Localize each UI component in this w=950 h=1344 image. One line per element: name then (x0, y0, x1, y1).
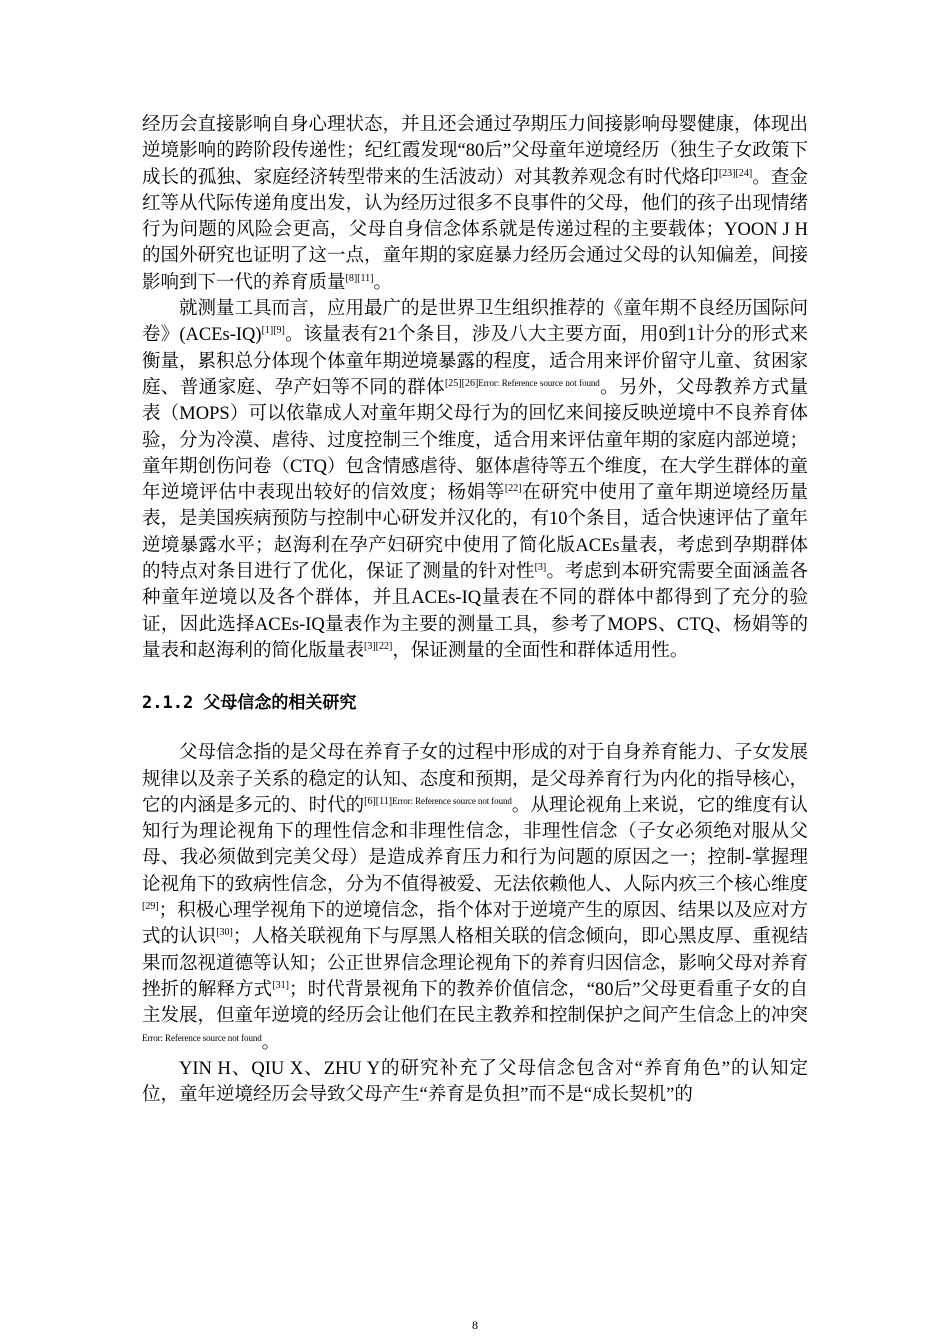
body-paragraph (142, 1056, 808, 1109)
paragraph-text: 。 (373, 272, 392, 293)
paragraph-text: 。 (261, 1032, 281, 1053)
reference-error-superscript: Error: Reference source not found (392, 795, 512, 806)
body-paragraph (142, 112, 808, 296)
paragraph-text: ；人格关联视角下与厚黑人格相关联的信念倾向，即心黑皮厚、重视结果而忽视道德等认知；公正世界信念理论视角下的养育归因信念，影响父母对养育挫折的解释方式 (142, 927, 809, 1000)
citation-superscript: [30] (216, 927, 233, 939)
body-paragraph (142, 740, 808, 1056)
paragraph-text: 父母信念指的是父母在养育子女的过程中形成的对于自身养育能力、子女发展规律以及亲子关系的稳定的认知、态度和预期，是父母养育行为内化的指导核心，它的内涵是多元的、时代的 (142, 743, 809, 816)
citation-superscript: [22] (504, 483, 522, 495)
reference-error-superscript: Error: Reference source not found (478, 377, 600, 388)
section-heading: 2.1.2 父母信念的相关研究 (142, 693, 357, 714)
reference-error-superscript: Error: Reference source not found (142, 1032, 262, 1043)
citation-superscript: [23][24] (718, 167, 753, 179)
paragraph-text: 。考虑到本研究需要全面涵盖各种童年逆境以及各个群体，并且ACEs-IQ量表在不同的群体中都得到了充分的验证，因此选择ACEs-IQ量表作为主要的测量工具，参考了MOPS、CTQ、杨娟等的量表和赵海利的简化版量表 (142, 562, 808, 661)
document-body (142, 112, 808, 1108)
citation-superscript: [6][11] (364, 795, 393, 807)
paragraph-group-top (142, 112, 808, 664)
paragraph-text: YIN H、QIU X、ZHU Y的研究补充了父母信念包含对“养育角色”的认知定位，童年逆境经历会导致父母产生“养育是负担”而不是“成长契机”的 (142, 1058, 808, 1106)
citation-superscript: [1][9] (261, 325, 285, 337)
citation-superscript: [3] (534, 562, 547, 574)
paragraph-group-bottom (142, 740, 808, 1108)
paragraph-text: 。查金红等从代际传递角度出发，认为经历过很多不良事件的父母，他们的孩子出现情绪行为问题的风险会更高，父母自身信念体系就是传递过程的主要载体；YOON J H的国外研究也证明了这一点，童年期的家庭暴力经历会通过父母的认知偏差，间接影响到下一代的养育质量 (142, 167, 809, 293)
paragraph-text: ；积极心理学视角下的逆境信念，指个体对于逆境产生的原因、结果以及应对方式的认识 (142, 901, 808, 948)
paragraph-text: 。另外，父母教养方式量表（MOPS）可以依靠成人对童年期父母行为的回忆来间接反映逆境中不良养育体验，分为冷漠、虐待、过度控制三个维度，适合用来评估童年期的家庭内部逆境；童年期创伤问卷（CTQ）包含情感虐待、躯体虐待等五个维度，在大学生群体的童年逆境评估中表现出较好的信效度；杨娟等 (142, 377, 809, 504)
citation-superscript: [25][26] (444, 377, 479, 389)
citation-superscript: [29] (142, 901, 159, 913)
paragraph-text: 经历会直接影响自身心理状态，并且还会通过孕期压力间接影响母婴健康，体现出逆境影响的跨阶段传递性；纪红霞发现“80后”父母童年逆境经历（独生子女政策下成长的孤独、家庭经济转型带来的生活波动）对其教养观念有时代烙印 (142, 115, 809, 188)
paragraph-text: 。从理论视角上来说，它的维度有认知行为理论视角下的理性信念和非理性信念，非理性信念（子女必须绝对服从父母、我必须做到完美父母）是造成养育压力和行为问题的原因之一；控制-掌握理论视角下的致病性信念，分为不值得被爱、无法依赖他人、人际内疚三个核心维度 (142, 795, 809, 895)
paragraph-text: ，保证测量的全面性和群体适用性。 (392, 640, 689, 661)
paragraph-text: 。该量表有21个条目，涉及八大主要方面，用0到1计分的形式来衡量，累积总分体现个体童年期逆境暴露的程度，适合用来评价留守儿童、贫困家庭、普通家庭、孕产妇等不同的群体 (142, 325, 809, 398)
paragraph-text: 在研究中使用了童年期逆境经历量表，是美国疾病预防与控制中心研发并汉化的，有10个条目，适合快速评估了童年逆境暴露水平；赵海利在孕产妇研究中使用了简化版ACEs量表，考虑到孕期群体的特点对条目进行了优化，保证了测量的针对性 (142, 483, 809, 583)
page-number: 8 (472, 1318, 478, 1332)
citation-superscript: [3][22] (364, 640, 393, 652)
body-paragraph (142, 296, 808, 664)
citation-superscript: [31] (272, 979, 289, 991)
paragraph-text: ；时代背景视角下的教养价值信念，“80后”父母更看重子女的自主发展，但童年逆境的经历会让他们在民主教养和控制保护之间产生信念上的冲突 (142, 979, 809, 1027)
paragraph-text: 就测量工具而言，应用最广的是世界卫生组织推荐的《童年期不良经历国际问卷》(ACEs-IQ) (142, 299, 809, 346)
citation-superscript: [8][11] (345, 272, 374, 284)
